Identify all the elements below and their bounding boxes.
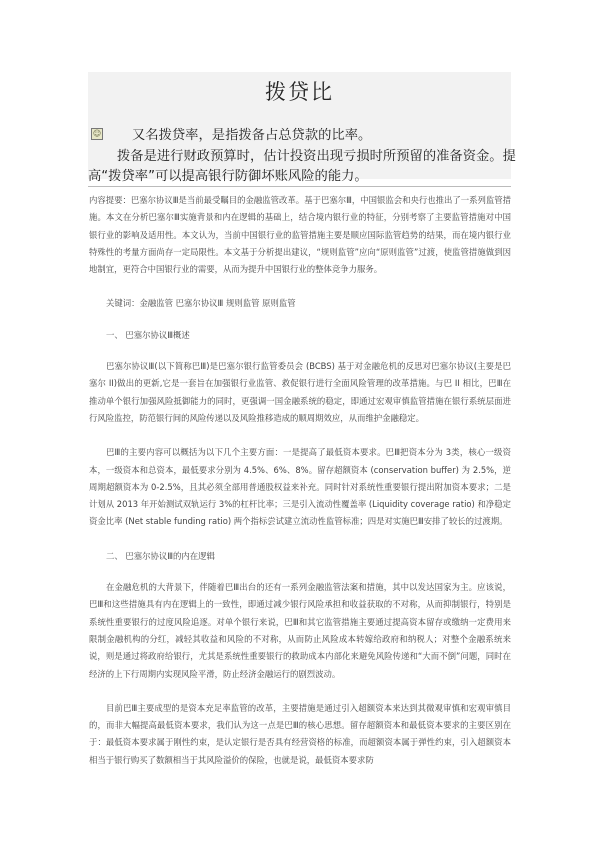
section-2-paragraph-1: 在金融危机的大背景下，伴随着巴Ⅲ出台的还有一系列金融监管法案和措施，其中以发达国家为主。应该说，巴Ⅲ和这些措施具有内在逻辑上的一致性，即通过减少银行风险承担和收益获取的不对称，从而抑制银行，特别是系统性重要银行的过度风险追逐。对单个银行来说，巴Ⅲ和其它监管措施主要通过提高资本留存或缴纳一定费用来限制金融机构的分红，减轻其收益和风险的不对称，从而防止风险成本转嫁给政府和纳税人；对整个金融系统来说，则是通过将政府给银行，尤其是系统性重要银行的救助成本内部化来避免风险传递和“大而不倒”问题，同时在经济的上下行周期内实现风险平滑，防止经济金融运行的剧烈波动。 <box>89 582 511 679</box>
definition-line-3: 高“拨贷率”可以提高银行防御坏账风险的能力。 <box>88 169 368 184</box>
article-body <box>89 192 511 769</box>
section-1-heading: 一、 巴塞尔协议Ⅲ概述 <box>106 329 190 340</box>
definition-line-1: 又名拨贷率，是指拨备占总贷款的比率。 <box>132 128 372 143</box>
definition-line-2: 拨备是进行财政预算时，估计投资出现亏损时所预留的准备资金。提 <box>117 149 516 164</box>
section-2-paragraph-2: 目前巴Ⅲ主要成型的是资本充足率监管的改革，主要措施是通过引入超额资本来达到其微观审慎和宏观审慎目的，而非大幅提高最低资本要求，我们认为这一点是巴Ⅲ的核心思想。留存超额资本和最低资本要求的主要区别在于：最低资本要求属于刚性约束，是认定银行是否具有经营资格的标准，而超额资本属于弹性约束，引入超额资本相当于银行购买了数额相当于其风险溢价的保险，也就是说，最低资本要求防 <box>89 702 511 765</box>
abstract-paragraph: 内容提要：巴塞尔协议Ⅲ是当前最受瞩目的金融监管改革。基于巴塞尔Ⅲ，中国银监会和央行也推出了一系列监管措施。本文在分析巴塞尔Ⅲ实施背景和内在逻辑的基础上，结合境内银行业的特征，分别考察了主要监管措施对中国银行业的影响及适用性。本文认为，当前中国银行业的监管措施主要是顺应国际监管趋势的结果，而在境内银行业特殊性的考量方面尚存一定局限性。本文基于分析提出建议，“规则监管”应向“原则监管”过渡，使监管措施做到因地制宜，更符合中国银行业的需要，从而为提升中国银行业的整体竞争力服务。 <box>89 195 511 275</box>
keywords: 关键词：金融监管 巴塞尔协议Ⅲ 规则监管 原则监管 <box>106 298 296 309</box>
definition-header <box>88 72 516 184</box>
smiley-icon: ☺ <box>92 129 102 138</box>
section-2-heading: 二、 巴塞尔协议Ⅲ的内在逻辑 <box>106 550 215 561</box>
page-title: 拨贷比 <box>265 80 334 104</box>
divider <box>88 186 511 187</box>
section-1-paragraph-2: 巴Ⅲ的主要内容可以概括为以下几个主要方面：一是提高了最低资本要求。巴Ⅲ把资本分为 3类，核心一级资本，一级资本和总资本，最低要求分别为 4.5%、6%、8%。留存超额资本 (conservation buffer) 为 2.5%，逆周期超额资本为 0-2.5%，且其必须全部用普通股权益来补充。同时针对系统性重要银行提出附加资本要求；二是计划从 2013 年开始测试双轨运行 3%的杠杆比率；三是引入流动性覆盖率 (Liquidity coverage ratio) 和净稳定资金比率 (Net stable funding ratio) 两个指标尝试建立流动性监管标准；四是对实施巴Ⅲ安排了较长的过渡期。 <box>89 447 511 527</box>
section-1-paragraph-1: 巴塞尔协议Ⅲ(以下简称巴Ⅲ)是巴塞尔银行监管委员会 (BCBS) 基于对金融危机的反思对巴塞尔协议(主要是巴塞尔 II)做出的更新,它是一套旨在加强银行业监管、救促银行进行全面风险管理的改革措施。与巴 II 相比，巴Ⅲ在推动单个银行加强风险抵御能力的同时，更强调一国金融系统的稳定，即通过宏观审慎监管措施在银行系统层面进行风险监控，防范银行间的风险传递以及风险推移造成的顺周期效应，从而维护金融稳定。 <box>89 361 511 423</box>
